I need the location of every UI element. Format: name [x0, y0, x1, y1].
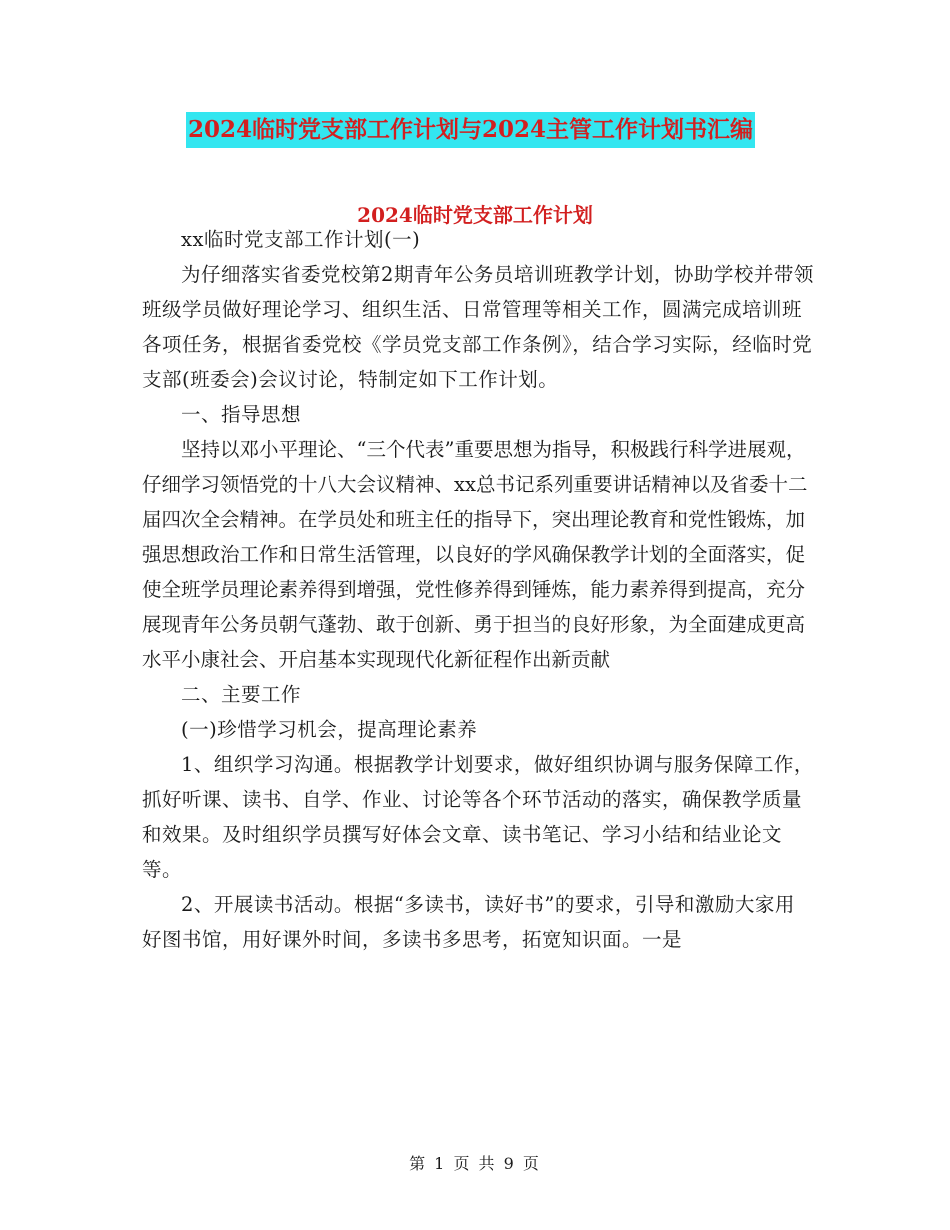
- document-title: 2024临时党支部工作计划与2024主管工作计划书汇编: [186, 112, 755, 148]
- paragraph: xx临时党支部工作计划(一): [181, 228, 421, 251]
- paragraph: 一、指导思想: [181, 403, 302, 426]
- paragraph: (一)珍惜学习机会，提高理论素养: [181, 718, 478, 741]
- paragraph: 坚持以邓小平理论、“三个代表”重要思想为指导，积极践行科学进展观，仔细学习领悟党的十八大会议精神、xx总书记系列重要讲话精神以及省委十二届四次全会精神。在学员处和班主任的指导下，突出理论教育和党性锻炼，加强思想政治工作和日常生活管理，以良好的学风确保教学计划的全面落实，促使全班学员理论素养得到增强，党性修养得到锤炼，能力素养得到提高，充分展现青年公务员朝气蓬勃、敢于创新、勇于担当的良好形象，为全面建成更高水平小康社会、开启基本实现现代化新征程作出新贡献: [142, 438, 808, 671]
- paragraph: 1、组织学习沟通。根据教学计划要求，做好组织协调与服务保障工作，抓好听课、读书、自学、作业、讨论等各个环节活动的落实，确保教学质量和效果。及时组织学员撰写好体会文章、读书笔记、学习小结和结业论文等。: [142, 753, 814, 881]
- document-body: [142, 222, 814, 957]
- page-number-footer: 第 1 页 共 9 页: [409, 1154, 541, 1173]
- paragraph: 为仔细落实省委党校第2期青年公务员培训班教学计划，协助学校并带领班级学员做好理论学习、组织生活、日常管理等相关工作，圆满完成培训班各项任务，根据省委党校《学员党支部工作条例》，结合学习实际，经临时党支部(班委会)会议讨论，特制定如下工作计划。: [142, 263, 814, 391]
- paragraph: 二、主要工作: [181, 683, 302, 706]
- section-title: 2024临时党支部工作计划: [357, 203, 593, 227]
- paragraph: 2、开展读书活动。根据“多读书，读好书”的要求，引导和激励大家用好图书馆，用好课外时间，多读书多思考，拓宽知识面。一是: [142, 893, 795, 951]
